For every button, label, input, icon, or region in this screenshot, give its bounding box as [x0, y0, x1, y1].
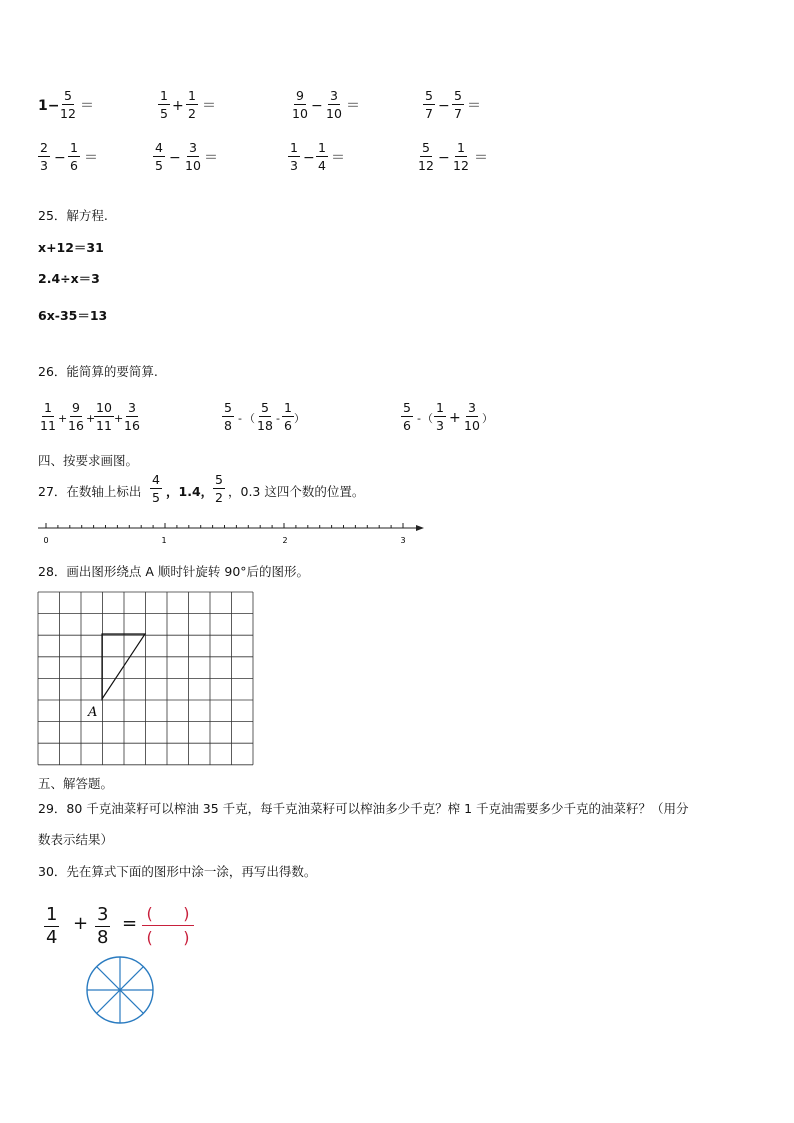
triangle-shape — [102, 634, 145, 699]
equals-sign: = — [122, 913, 138, 934]
plus-sign: + — [172, 98, 184, 114]
fraction: $\frac{5}{18}$ — [257, 400, 273, 433]
q29-line-2: 数表示结果） — [38, 832, 114, 847]
q27-prefix: 27．在数轴上标出 — [38, 484, 142, 499]
fraction: $\frac{3}{10}$ — [185, 140, 201, 173]
equals-sign: ＝ — [331, 150, 345, 166]
equals-sign: ＝ — [474, 150, 488, 166]
fraction: $\frac{9}{10}$ — [292, 88, 308, 121]
fraction: $\frac{5}{12}$ — [418, 140, 434, 173]
q26-title: 26．能简算的要简算. — [38, 364, 158, 379]
fraction: $\frac{1}{12}$ — [453, 140, 469, 173]
fraction: $\frac{5}{2}$ — [215, 472, 223, 505]
q28-title: 28．画出图形绕点 A 顺时针旋转 90°后的图形。 — [38, 564, 310, 579]
equals-sign: ＝ — [80, 98, 94, 114]
fraction: $\frac{2}{3}$ — [40, 140, 48, 173]
equals-sign: ＝ — [346, 98, 360, 114]
minus-sign: − — [438, 150, 450, 166]
grid-lines — [38, 592, 253, 765]
minus-sign: − — [54, 150, 66, 166]
fraction: $\frac{5}{6}$ — [403, 400, 411, 433]
fraction: $\frac{1}{2}$ — [188, 88, 196, 121]
fraction: $\frac{1}{4}$ — [46, 904, 58, 948]
plus-sign: + — [114, 412, 124, 425]
minus-sign: - — [276, 412, 280, 425]
equation: 2.4÷x＝3 — [38, 271, 100, 286]
minus-sign: − — [311, 98, 323, 114]
q30-title: 30．先在算式下面的图形中涂一涂，再写出得数。 — [38, 864, 317, 879]
section-5-title: 五、解答题。 — [38, 776, 114, 791]
equals-sign: ＝ — [204, 150, 218, 166]
axis-label-0: 0 — [43, 536, 49, 545]
number-line-ticks — [46, 523, 403, 528]
fraction: $\frac{4}{5}$ — [155, 140, 163, 173]
fraction: $\frac{1}{11}$ — [40, 400, 56, 433]
q25-title: 25．解方程. — [38, 208, 108, 223]
fraction: $\frac{1}{4}$ — [318, 140, 326, 173]
rotation-grid — [36, 590, 258, 768]
q27-mid: ，1.4， — [166, 484, 214, 499]
fraction: $\frac{1}{3}$ — [290, 140, 298, 173]
axis-label-3: 3 — [400, 536, 406, 545]
right-paren: ） — [294, 412, 305, 425]
fraction: $\frac{1}{3}$ — [436, 400, 444, 433]
lead-term: 1− — [38, 98, 60, 114]
equals-sign: ＝ — [84, 150, 98, 166]
answer-denominator-blank[interactable]: ( ) — [146, 928, 190, 947]
fraction: $\frac{1}{6}$ — [70, 140, 78, 173]
circle-sector-lines — [87, 957, 153, 1023]
plus-sign: + — [73, 913, 89, 934]
equals-sign: ＝ — [202, 98, 216, 114]
answer-numerator-blank[interactable]: ( ) — [146, 904, 190, 923]
right-paren: ） — [482, 412, 493, 425]
fraction: $\frac{10}{11}$ — [96, 400, 112, 433]
fraction: $\frac{3}{16}$ — [124, 400, 140, 433]
section-4-title: 四、按要求画图。 — [38, 453, 139, 468]
fraction: $\frac{3}{8}$ — [97, 904, 109, 948]
minus-sign: - — [417, 412, 421, 425]
minus-sign: − — [303, 150, 315, 166]
plus-sign: + — [86, 412, 96, 425]
q29-line-1: 29．80 千克油菜籽可以榨油 35 千克，每千克油菜籽可以榨油多少千克？榨 1 千克油需要多少千克的油菜籽？（用分 — [38, 801, 689, 816]
axis-label-1: 1 — [161, 536, 167, 545]
fraction-circle[interactable] — [84, 954, 156, 1026]
arrow-icon — [416, 525, 424, 531]
fraction: $\frac{5}{7}$ — [454, 88, 462, 121]
equation: x+12＝31 — [38, 240, 104, 255]
fraction: $\frac{4}{5}$ — [152, 472, 160, 505]
minus-sign: − — [169, 150, 181, 166]
axis-label-2: 2 — [282, 536, 288, 545]
equals-sign: ＝ — [467, 98, 481, 114]
fraction: $\frac{1}{5}$ — [160, 88, 168, 121]
fraction: $\frac{3}{10}$ — [326, 88, 342, 121]
fraction: $\frac{1}{6}$ — [284, 400, 292, 433]
minus-sign: - — [238, 412, 242, 425]
equation: 6x-35＝13 — [38, 308, 108, 323]
minus-sign: − — [438, 98, 450, 114]
fraction: $\frac{5}{7}$ — [425, 88, 433, 121]
fraction: $\frac{5}{8}$ — [224, 400, 232, 433]
plus-sign: + — [58, 412, 68, 425]
left-paren: （ — [244, 412, 255, 425]
left-paren: （ — [422, 412, 433, 425]
plus-sign: + — [449, 410, 461, 426]
answer-fraction-bar — [142, 925, 194, 926]
fraction: $\frac{5}{12}$ — [60, 88, 76, 121]
fraction: $\frac{3}{10}$ — [464, 400, 480, 433]
number-line — [34, 516, 426, 548]
q27-suffix: ，0.3 这四个数的位置。 — [228, 484, 365, 499]
point-a-label: A — [88, 705, 98, 720]
fraction: $\frac{9}{16}$ — [68, 400, 84, 433]
